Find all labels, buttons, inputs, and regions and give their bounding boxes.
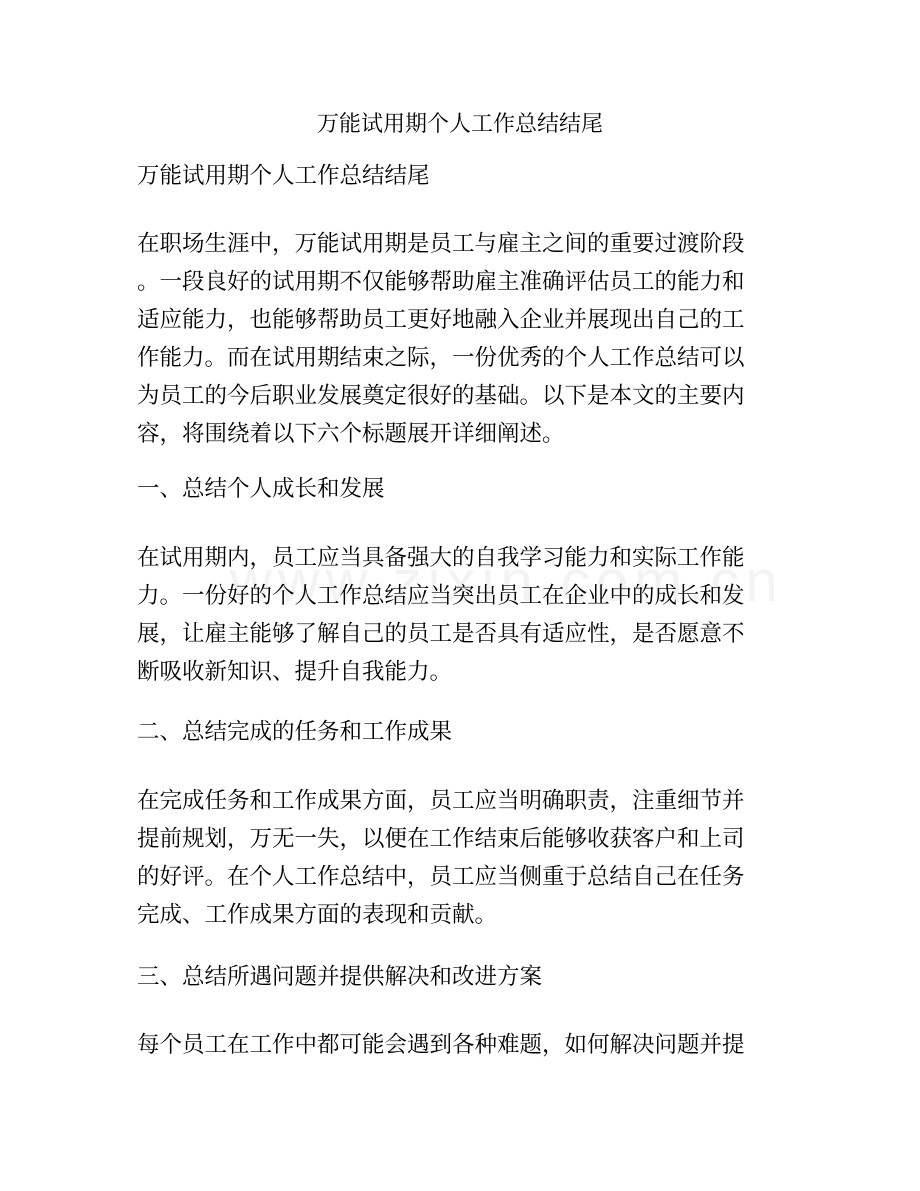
section-heading-2-block: [137, 713, 797, 751]
paragraph-line: 作能力。而在试用期结束之际，一份优秀的个人工作总结可以: [137, 345, 745, 371]
paragraph-line: 力。一份好的个人工作总结应当突出员工在企业中的成长和发: [137, 583, 745, 609]
section-heading-1-block: [137, 470, 797, 508]
section-heading: 一、总结个人成长和发展: [137, 476, 385, 502]
paragraph-line: 提前规划，万无一失，以便在工作结束后能够收获客户和上司: [137, 826, 745, 852]
paragraph-line: 展，让雇主能够了解自己的员工是否具有适应性，是否愿意不: [137, 621, 745, 647]
section-heading: 二、总结完成的任务和工作成果: [137, 719, 453, 745]
section-heading-3-block: [137, 958, 797, 996]
paragraph-line: 断吸收新知识、提升自我能力。: [137, 659, 453, 685]
page-title: 万能试用期个人工作总结结尾: [316, 112, 603, 137]
paragraph-line: 适应能力，也能够帮助员工更好地融入企业并展现出自己的工: [137, 307, 745, 333]
paragraph-line: 为员工的今后职业发展奠定很好的基础。以下是本文的主要内: [137, 383, 745, 409]
paragraph-line: 的好评。在个人工作总结中，员工应当侧重于总结自己在任务: [137, 864, 745, 890]
section-heading: 三、总结所遇问题并提供解决和改进方案: [137, 964, 543, 990]
paragraph-line: 在职场生涯中，万能试用期是员工与雇主之间的重要过渡阶段: [137, 231, 745, 257]
section-3-paragraph: [137, 1026, 797, 1064]
intro-paragraph: [137, 225, 797, 453]
paragraph-line: 每个员工在工作中都可能会遇到各种难题，如何解决问题并提: [137, 1032, 745, 1058]
paragraph-line: 。一段良好的试用期不仅能够帮助雇主准确评估员工的能力和: [137, 269, 745, 295]
section-1-paragraph: [137, 539, 797, 691]
paragraph-line: 容，将围绕着以下六个标题展开详细阐述。: [137, 421, 565, 447]
paragraph-line: 完成、工作成果方面的表现和贡献。: [137, 902, 498, 928]
paragraph-line: 在试用期内，员工应当具备强大的自我学习能力和实际工作能: [137, 545, 745, 571]
subtitle-block: [137, 157, 797, 195]
document-subtitle: 万能试用期个人工作总结结尾: [137, 163, 430, 189]
section-2-paragraph: [137, 782, 797, 934]
paragraph-line: 在完成任务和工作成果方面，员工应当明确职责，注重细节并: [137, 788, 745, 814]
